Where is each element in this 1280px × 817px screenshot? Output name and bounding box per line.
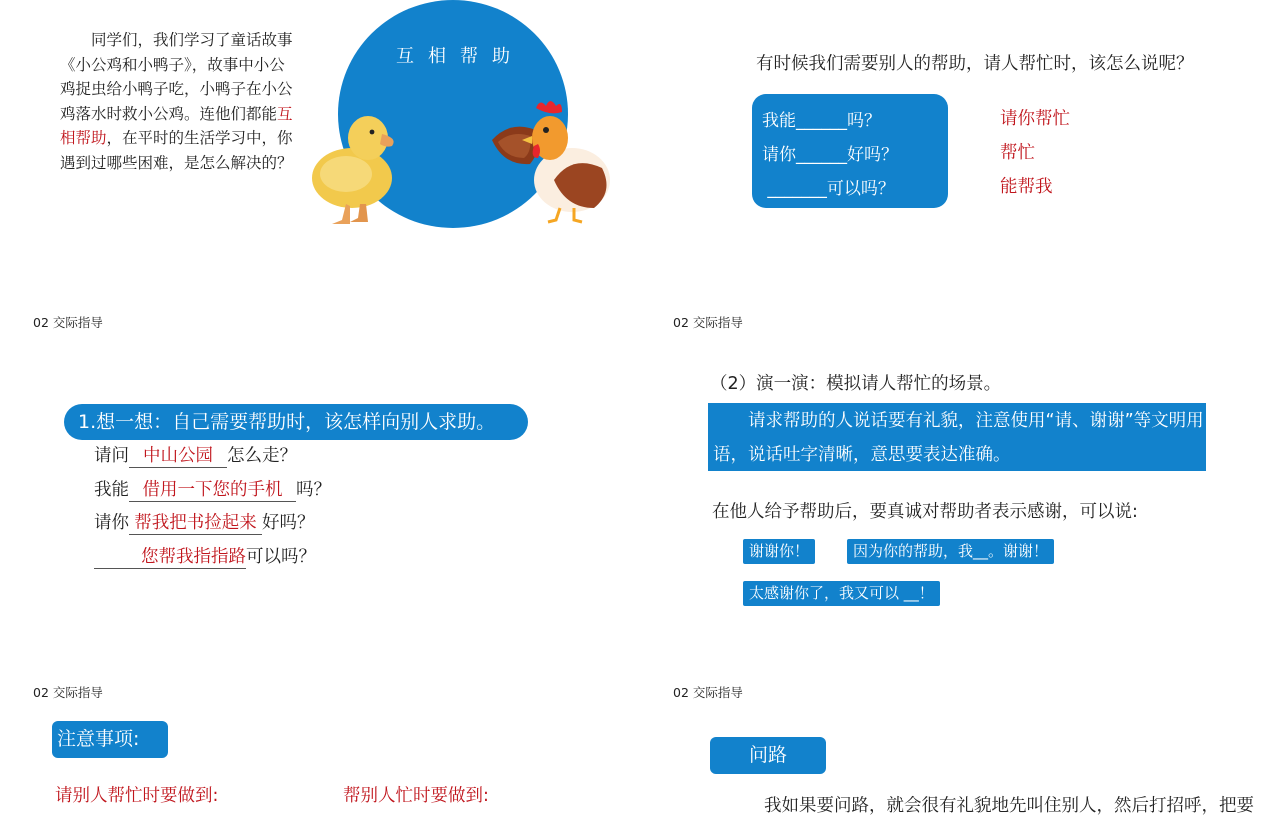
ask-directions-title: 问路 — [710, 737, 826, 774]
line-prefix: 请你 — [94, 513, 129, 533]
fill-line — [94, 541, 331, 575]
section-header: 02 交际指导 — [33, 685, 103, 700]
circle-title: 互相帮助 — [396, 46, 524, 67]
ask-help-heading: 请别人帮忙时要做到: — [55, 786, 219, 806]
fill-answer: 帮我把书捡起来 — [129, 512, 262, 535]
sentence-pattern-box — [752, 94, 948, 208]
notes-title: 注意事项: — [52, 721, 168, 758]
pattern-line: _______可以吗？ — [762, 179, 895, 199]
fill-answer: 借用一下您的手机 — [129, 479, 296, 502]
answer-item: 能帮我 — [1000, 177, 1053, 197]
intro-highlight: 互相帮助 — [60, 104, 293, 147]
line-prefix: 请问 — [94, 446, 129, 466]
pattern-line: 我能______吗？ — [762, 111, 881, 131]
duckling-illustration — [306, 104, 400, 228]
slide2-question: 有时候我们需要别人的帮助，请人帮忙时，该怎么说呢？ — [756, 54, 1194, 74]
answer-item: 请你帮忙 — [1000, 109, 1070, 129]
thanks-instruction: 在他人给予帮助后，要真诚对帮助者表示感谢，可以说: — [712, 502, 1138, 522]
slide-roleplay — [640, 300, 1280, 670]
line-suffix: 怎么走？ — [227, 446, 297, 466]
slide-notes — [0, 670, 640, 806]
fill-in-lines — [94, 440, 331, 574]
line-suffix: 可以吗？ — [246, 546, 316, 567]
intro-text-part1: 同学们，我们学习了童话故事《小公鸡和小鸭子》，故事中小公鸡捉虫给小鸭子吃，小鸭子在小公鸡落水时救小公鸡。连他们都能 — [60, 31, 293, 123]
fill-line — [94, 507, 331, 541]
line-suffix: 好吗？ — [262, 513, 315, 533]
fill-answer: 您帮我指指路 — [94, 546, 246, 569]
fill-answer: 中山公园 — [129, 445, 227, 468]
pattern-line: 请你______好吗？ — [762, 145, 898, 165]
politeness-box: 请求帮助的人说话要有礼貌，注意使用“请、谢谢”等文明用语，说话吐字清晰，意思要表达准确。 — [708, 403, 1206, 471]
section-header: 02 交际指导 — [33, 315, 103, 330]
intro-text-part2: ，在平时的生活学习中，你遇到过哪些困难，是怎么解决的？ — [60, 129, 293, 172]
section-header: 02 交际指导 — [673, 685, 743, 700]
answer-list — [1000, 102, 1070, 204]
slide-ask-directions — [640, 670, 1280, 816]
fill-line — [94, 474, 331, 508]
roleplay-heading: （2）演一演：模拟请人帮忙的场景。 — [710, 374, 1002, 394]
rooster-illustration — [490, 96, 618, 224]
section-header: 02 交际指导 — [673, 315, 743, 330]
thanks-chip: 谢谢你！ — [743, 539, 815, 564]
line-suffix: 吗？ — [296, 479, 331, 500]
intro-paragraph — [60, 28, 294, 175]
fill-line — [94, 440, 331, 474]
slide-how-to-ask — [640, 0, 1280, 300]
slide-mutual-help — [0, 0, 640, 300]
ask-directions-text: 我如果要问路，就会很有礼貌地先叫住别人，然后打招呼，把要 — [764, 796, 1254, 816]
answer-item: 帮忙 — [1000, 143, 1035, 163]
thanks-chip: 因为你的帮助，我__。谢谢！ — [847, 539, 1054, 564]
thanks-chip: 太感谢你了，我又可以 __！ — [743, 581, 940, 606]
line-prefix: 我能 — [94, 479, 129, 500]
give-help-heading: 帮别人忙时要做到: — [343, 786, 489, 806]
think-pill: 1.想一想：自己需要帮助时，该怎样向别人求助。 — [64, 404, 528, 440]
slide-think — [0, 300, 640, 670]
